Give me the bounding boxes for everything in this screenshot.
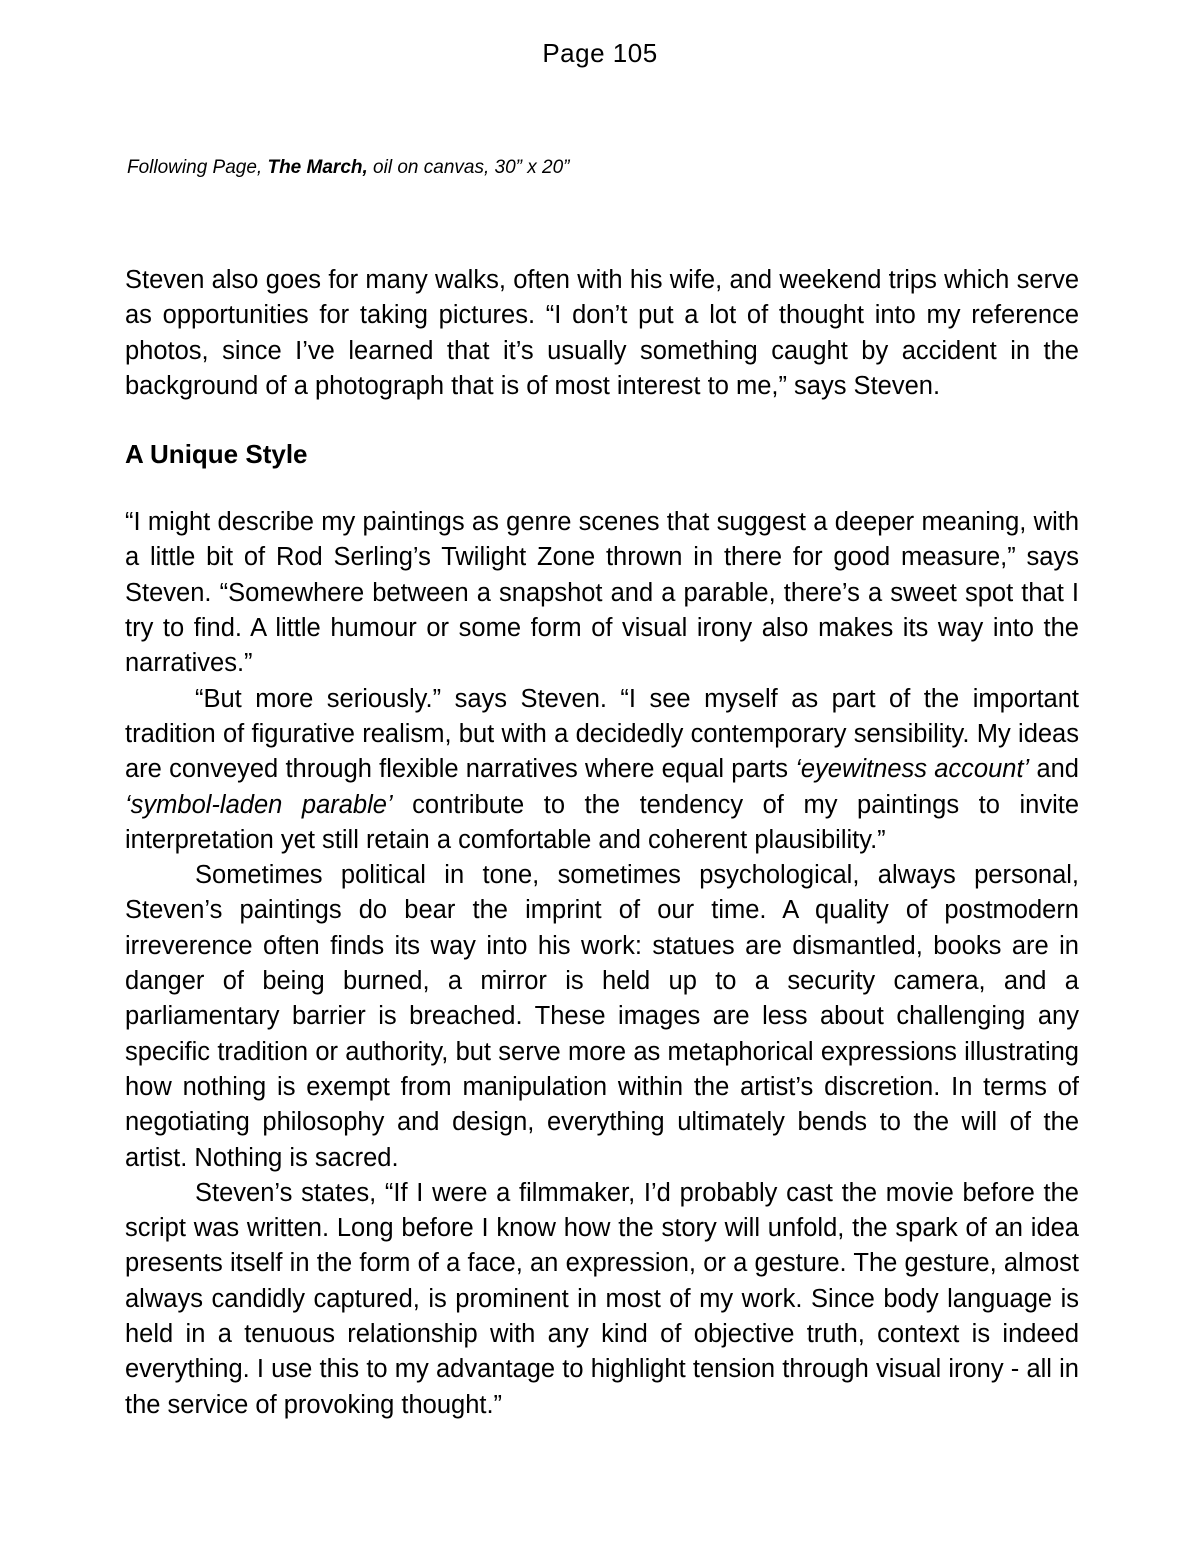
section-heading: A Unique Style [125,439,308,470]
caption-prefix: Following Page, [127,157,268,178]
paragraph-2-text-1: “But more seriously.” says Steven. “I see myself as part of the important tradition of figurative realism, but with a decidedly contemporary sensibility. My ideas are conveyed through flexible narratives where equal parts [125,684,1079,784]
paragraph-2-text-3: contribute to the tendency of my paintings to invite interpretation yet still retain a comfortable and coherent plausibility.” [125,790,1080,854]
section-paragraph-1: “I might describe my paintings as genre scenes that suggest a deeper meaning, with a little bit of Rod Serling’s Twilight Zone thrown in there for good measure,” says Steven. “Somewhere between a snapshot and a parable, there’s a sweet spot that I try to find. A little humour or some form of visual irony also makes its way into the narratives.” [125,508,1079,678]
section-paragraph-2 [125,682,1079,858]
paragraph-2-text-2: and [1029,755,1079,784]
caption-medium-dimensions: oil on canvas, 30” x 20” [367,157,570,178]
intro-paragraph: Steven also goes for many walks, often with his wife, and weekend trips which serve as opportunities for taking pictures. “I don’t put a lot of thought into my reference photos, since I’ve learned that it’s usually something caught by accident in the background of a photograph that is of most interest to me,” says Steven. [125,266,1079,400]
paragraph-2-italic-1: ‘eyewitness account’ [795,755,1030,784]
figure-caption [127,157,570,179]
section-paragraph-3: Sometimes political in tone, sometimes psychological, always personal, Steven’s paintings do bear the imprint of our time. A quality of postmodern irreverence often finds its way into his work: statues are dismantled, books are in danger of being burned, a mirror is held up to a security camera, and a parliamentary barrier is breached. These images are less about challenging any specific tradition or authority, but serve more as metaphorical expressions illustrating how nothing is exempt from manipulation within the artist’s discretion. In terms of negotiating philosophy and design, everything ultimately bends to the will of the artist. Nothing is sacred. [125,861,1079,1172]
paragraph-2-italic-2: ‘symbol-laden parable’ [125,790,393,819]
caption-artwork-title: The March, [267,157,368,178]
section-paragraph-4: Steven’s states, “If I were a filmmaker, I’d probably cast the movie before the script was written. Long before I know how the story will unfold, the spark of an idea presents itself in the form of a face, an expression, or a gesture. The gesture, almost always candidly captured, is prominent in most of my work. Since body language is held in a tenuous relationship with any kind of objective truth, context is indeed everything. I use this to my advantage to highlight tension through visual irony - all in the service of provoking thought.” [125,1178,1079,1419]
article-body [125,263,1079,1423]
page-number: Page 105 [542,38,658,68]
